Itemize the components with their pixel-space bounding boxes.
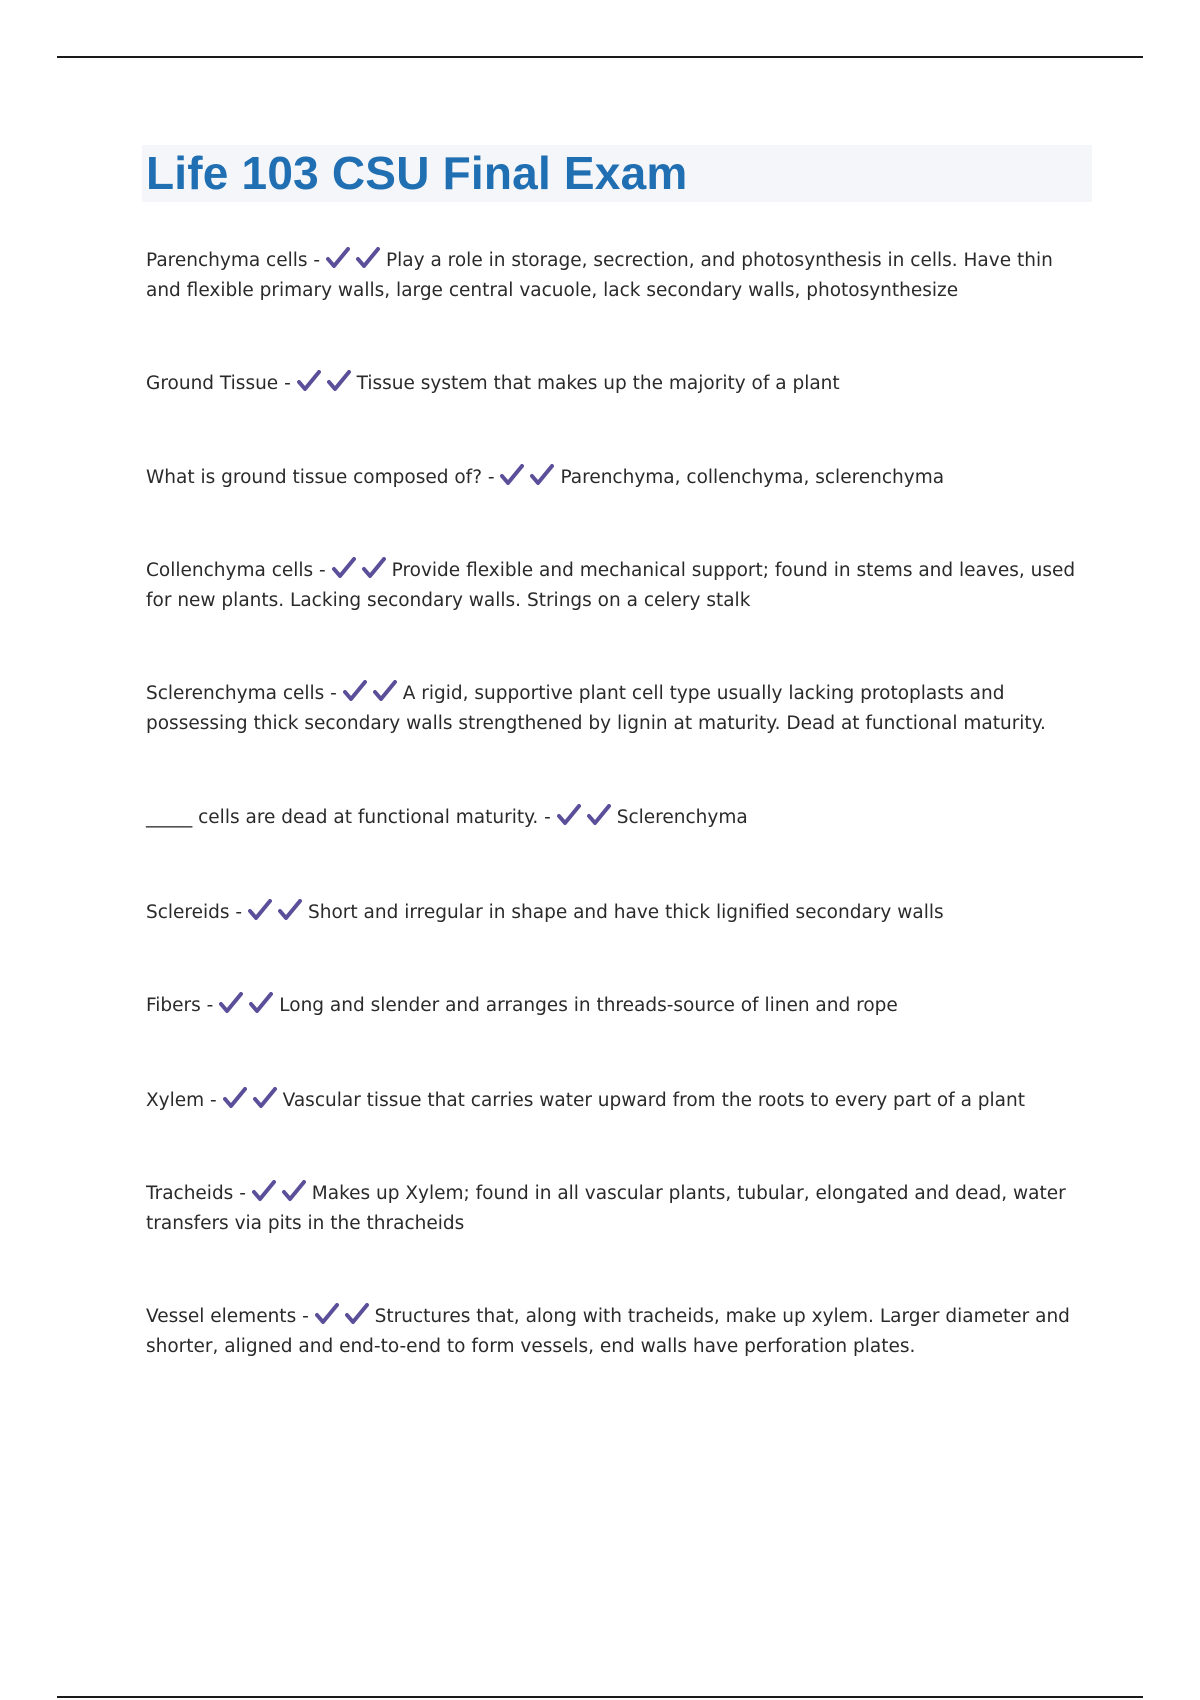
- checkmark-icon: [297, 370, 321, 392]
- qa-item-collenchyma-cells: [146, 556, 1086, 616]
- qa-item-sclerenchyma-cells: [146, 679, 1086, 739]
- answer-text: Structures that, along with tracheids, make up xylem. Larger diameter and shorter, aligned and end-to-end to form vessels, end walls have perforation plates.: [146, 1306, 1070, 1357]
- answer-text: Sclerenchyma: [616, 807, 748, 828]
- qa-item-dead-cells: [146, 803, 1086, 833]
- checkmark-icon: [356, 247, 380, 269]
- answer-text: Vascular tissue that carries water upward from the roots to every part of a plant: [282, 1090, 1025, 1111]
- qa-item-ground-tissue: [146, 369, 1086, 399]
- checkmark-icon: [248, 899, 272, 921]
- term-label: Vessel elements -: [146, 1306, 309, 1327]
- term-label: Fibers -: [146, 995, 214, 1016]
- checkmark-icon: [327, 370, 351, 392]
- qa-item-xylem: [146, 1086, 1086, 1116]
- checkmark-icon: [315, 1303, 339, 1325]
- checkmark-icon: [500, 464, 524, 486]
- checkmark-icon: [530, 464, 554, 486]
- checkmark-icon: [249, 992, 273, 1014]
- bottom-rule: [57, 1696, 1143, 1698]
- term-label: What is ground tissue composed of? -: [146, 467, 495, 488]
- checkmark-icon: [282, 1180, 306, 1202]
- checkmark-icon: [253, 1087, 277, 1109]
- term-label: Collenchyma cells -: [146, 560, 326, 581]
- qa-item-tracheids: [146, 1179, 1086, 1239]
- qa-item-sclereids: [146, 898, 1086, 928]
- answer-text: Parenchyma, collenchyma, sclerenchyma: [560, 467, 945, 488]
- term-label: _____ cells are dead at functional maturity. -: [146, 807, 551, 828]
- top-rule: [57, 56, 1143, 58]
- checkmark-icon: [332, 557, 356, 579]
- answer-text: Short and irregular in shape and have thick lignified secondary walls: [308, 902, 944, 923]
- checkmark-icon: [326, 247, 350, 269]
- term-label: Xylem -: [146, 1090, 217, 1111]
- answer-text: Makes up Xylem; found in all vascular plants, tubular, elongated and dead, water transfers via pits in the thracheids: [146, 1183, 1066, 1234]
- term-label: Tracheids -: [146, 1183, 246, 1204]
- term-label: Parenchyma cells -: [146, 250, 321, 271]
- checkmark-icon: [278, 899, 302, 921]
- checkmark-icon: [345, 1303, 369, 1325]
- checkmark-icon: [343, 680, 367, 702]
- answer-text: Provide flexible and mechanical support; found in stems and leaves, used for new plants. Lacking secondary walls. Strings on a celery stalk: [146, 560, 1076, 611]
- term-label: Ground Tissue -: [146, 373, 291, 394]
- qa-item-parenchyma-cells: [146, 246, 1086, 306]
- term-label: Sclerenchyma cells -: [146, 683, 337, 704]
- qa-item-vessel-elements: [146, 1302, 1086, 1362]
- checkmark-icon: [223, 1087, 247, 1109]
- checkmark-icon: [252, 1180, 276, 1202]
- answer-text: Tissue system that makes up the majority of a plant: [356, 373, 840, 394]
- qa-item-ground-tissue-composition: [146, 463, 1086, 493]
- page-title: Life 103 CSU Final Exam: [146, 147, 688, 199]
- answer-text: Play a role in storage, secrection, and photosynthesis in cells. Have thin and flexible primary walls, large central vacuole, lack secondary walls, photosynthesize: [146, 250, 1053, 301]
- checkmark-icon: [587, 804, 611, 826]
- answer-text: Long and slender and arranges in threads-source of linen and rope: [279, 995, 898, 1016]
- term-label: Sclereids -: [146, 902, 243, 923]
- checkmark-icon: [373, 680, 397, 702]
- qa-item-fibers: [146, 991, 1086, 1021]
- answer-text: A rigid, supportive plant cell type usually lacking protoplasts and possessing thick secondary walls strengthened by lignin at maturity. Dead at functional maturity.: [146, 683, 1046, 734]
- checkmark-icon: [219, 992, 243, 1014]
- checkmark-icon: [362, 557, 386, 579]
- checkmark-icon: [557, 804, 581, 826]
